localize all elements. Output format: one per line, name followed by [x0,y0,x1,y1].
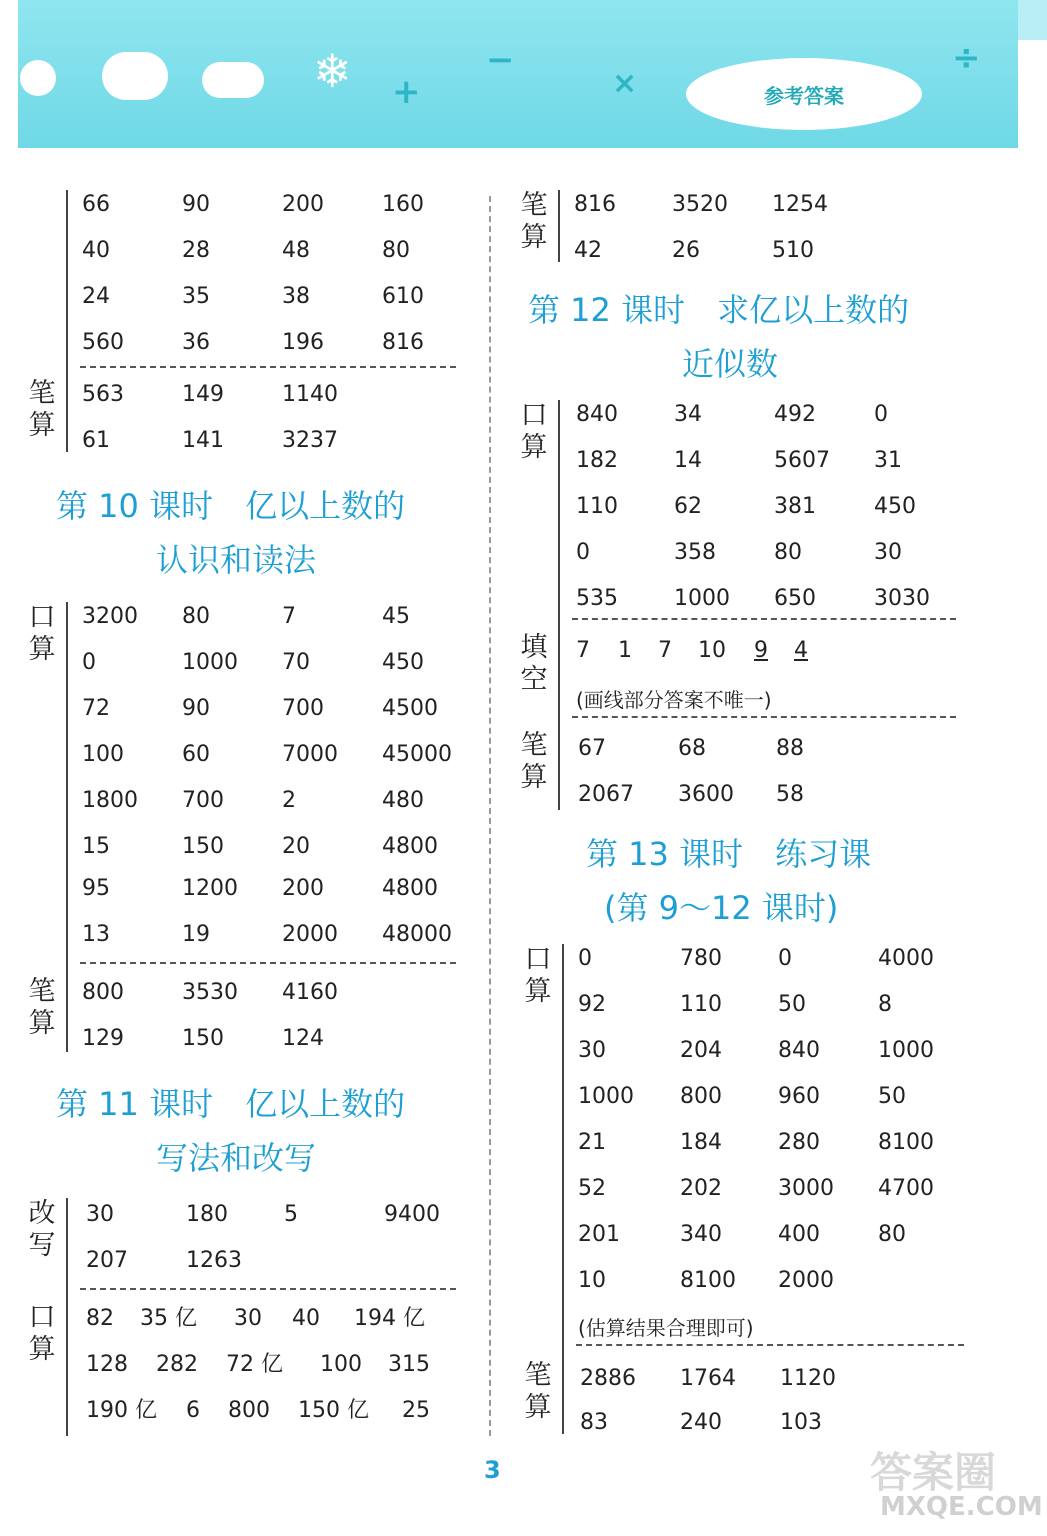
lesson-10-title: 第 10 课时 亿以上数的 [56,487,406,525]
cloud-icon [20,60,56,96]
kousuan-label: 口算 [520,400,548,463]
right-block-bar-1 [558,190,560,262]
column-divider [489,196,491,1436]
page-number: 3 [484,1456,501,1484]
bisuan-label: 笔算 [520,190,548,253]
lesson-13-title: 第 13 课时 练习课 [586,835,872,873]
bisuan-label: 笔算 [520,730,548,793]
section-divider [80,1288,456,1290]
left-block-bar-2 [66,602,68,1052]
right-block-bar-2 [558,400,560,810]
kousuan-label: 口算 [524,944,552,1007]
rain-cloud-icon [202,62,264,98]
snowflake-icon: ❄ [313,44,352,98]
right-block-bar-3 [562,944,564,1434]
kousuan-label: 口算 [28,1302,56,1365]
cloud-icon [102,52,168,100]
tiankong-label: 填空 [520,632,548,695]
lesson-12-title: 第 12 课时 求亿以上数的 [528,291,910,329]
section-divider [572,618,956,620]
section-divider [576,1344,964,1346]
bisuan-label: 笔算 [28,976,56,1039]
kousuan-label: 口算 [28,602,56,665]
section-divider [572,716,956,718]
lesson-13-subtitle: (第 9～12 课时) [604,889,839,927]
lesson-10-subtitle: 认识和读法 [156,541,317,579]
kousuan-note: (估算结果合理即可) [578,1316,754,1340]
gaixie-label: 改写 [28,1198,56,1261]
header-banner-tab [1018,0,1047,40]
bisuan-label: 笔算 [28,378,56,441]
section-divider [80,366,456,368]
plus-icon: + [392,72,421,112]
bisuan-label: 笔算 [524,1360,552,1423]
lesson-11-subtitle: 写法和改写 [156,1139,317,1177]
section-divider [80,962,456,964]
minus-icon: − [486,40,515,80]
left-block-bar-3 [66,1198,68,1436]
underlined-answer: 4 [794,638,808,663]
answer-key-badge: 参考答案 [686,58,922,130]
tiankong-note: (画线部分答案不唯一) [576,688,772,712]
watermark-url: MXQE.COM [880,1492,1043,1522]
lesson-11-title: 第 11 课时 亿以上数的 [56,1085,406,1123]
lesson-12-subtitle: 近似数 [682,345,779,383]
watermark-logo: 答案圈 [870,1448,997,1497]
divide-icon: ÷ [952,38,981,78]
underlined-answer: 9 [754,638,768,663]
times-icon: × [612,66,638,101]
left-block-bar-1 [66,190,68,452]
